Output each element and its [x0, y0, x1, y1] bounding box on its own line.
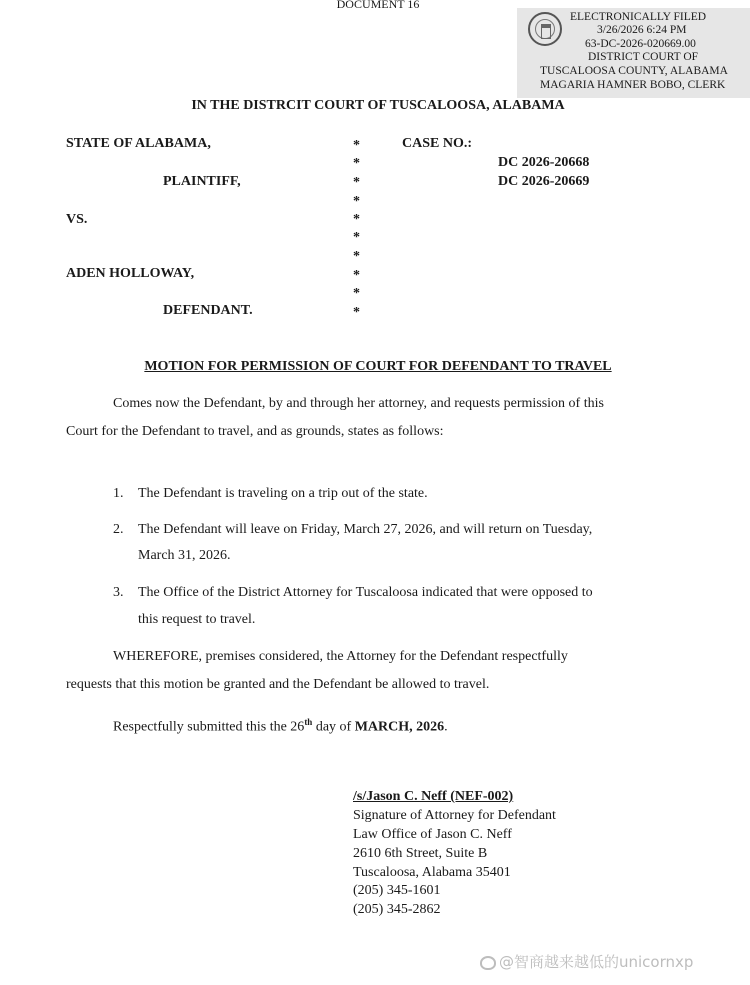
stamp-line: 63-DC-2026-020669.00: [585, 38, 696, 50]
ground-text: The Defendant will leave on Friday, March 27, 2026, and will return on Tuesday,: [138, 522, 593, 537]
signature-line: 2610 6th Street, Suite B: [353, 846, 488, 861]
motion-title: MOTION FOR PERMISSION OF COURT FOR DEFENDANT TO TRAVEL: [144, 359, 612, 374]
intro-paragraph-line: Court for the Defendant to travel, and as grounds, states as follows:: [66, 424, 444, 439]
caption-separator: *: [353, 175, 360, 190]
submission-date-line: [113, 717, 448, 736]
caption-separator: *: [353, 212, 360, 227]
defendant-role: DEFENDANT.: [163, 303, 253, 318]
stamp-line: MAGARIA HAMNER BOBO, CLERK: [540, 79, 726, 91]
case-number-label: CASE NO.:: [402, 136, 473, 151]
signature-line: Tuscaloosa, Alabama 35401: [353, 865, 511, 880]
submission-end: .: [444, 719, 448, 735]
caption-separator: *: [353, 268, 360, 283]
submission-middle: day of: [312, 719, 355, 735]
caption-separator: *: [353, 305, 360, 320]
court-title: IN THE DISTRCIT COURT OF TUSCALOOSA, ALABAMA: [191, 98, 565, 113]
caption-separator: *: [353, 138, 360, 153]
weibo-icon: [480, 956, 496, 970]
defendant-name: ADEN HOLLOWAY,: [66, 266, 195, 281]
caption-separator: *: [353, 194, 360, 209]
submission-month-year: MARCH, 2026: [354, 719, 445, 735]
signature-line: Signature of Attorney for Defendant: [353, 808, 556, 823]
caption-separator: *: [353, 249, 360, 264]
stamp-line: TUSCALOOSA COUNTY, ALABAMA: [540, 65, 728, 77]
ground-text: this request to travel.: [138, 612, 256, 627]
date-ordinal-suffix: th: [304, 717, 313, 727]
ground-number: 1.: [113, 486, 124, 501]
ground-text: The Office of the District Attorney for Tuscaloosa indicated that were opposed to: [138, 585, 593, 600]
ground-number: 2.: [113, 522, 124, 537]
document-number-label: DOCUMENT 16: [336, 0, 420, 11]
plaintiff-role: PLAINTIFF,: [163, 174, 241, 189]
plaintiff-name: STATE OF ALABAMA,: [66, 136, 211, 151]
ground-text: The Defendant is traveling on a trip out of the state.: [138, 486, 428, 501]
court-seal-icon: [528, 12, 562, 46]
signature-line: (205) 345-2862: [353, 902, 441, 917]
caption-separator: *: [353, 156, 360, 171]
stamp-line: DISTRICT COURT OF: [588, 51, 699, 63]
ground-text: March 31, 2026.: [138, 548, 231, 563]
watermark-text: @智商越来越低的unicornxp: [499, 953, 694, 971]
caption-separator: *: [353, 286, 360, 301]
wherefore-paragraph-line: WHEREFORE, premises considered, the Attorney for the Defendant respectfully: [113, 649, 568, 664]
stamp-line: 3/26/2026 6:24 PM: [597, 24, 687, 36]
versus-label: VS.: [66, 212, 88, 227]
electronic-signature: /s/Jason C. Neff (NEF-002): [353, 789, 514, 804]
stamp-line: ELECTRONICALLY FILED: [570, 11, 707, 23]
signature-line: (205) 345-1601: [353, 883, 441, 898]
wherefore-paragraph-line: requests that this motion be granted and the Defendant be allowed to travel.: [66, 677, 490, 692]
intro-paragraph-line: Comes now the Defendant, by and through her attorney, and requests permission of this: [113, 396, 604, 411]
submission-prefix: Respectfully submitted this the 26: [113, 719, 305, 735]
caption-separator: *: [353, 230, 360, 245]
ground-number: 3.: [113, 585, 124, 600]
watermark: [480, 951, 693, 972]
signature-line: Law Office of Jason C. Neff: [353, 827, 512, 842]
case-number: DC 2026-20668: [498, 155, 590, 170]
case-number: DC 2026-20669: [498, 174, 590, 189]
